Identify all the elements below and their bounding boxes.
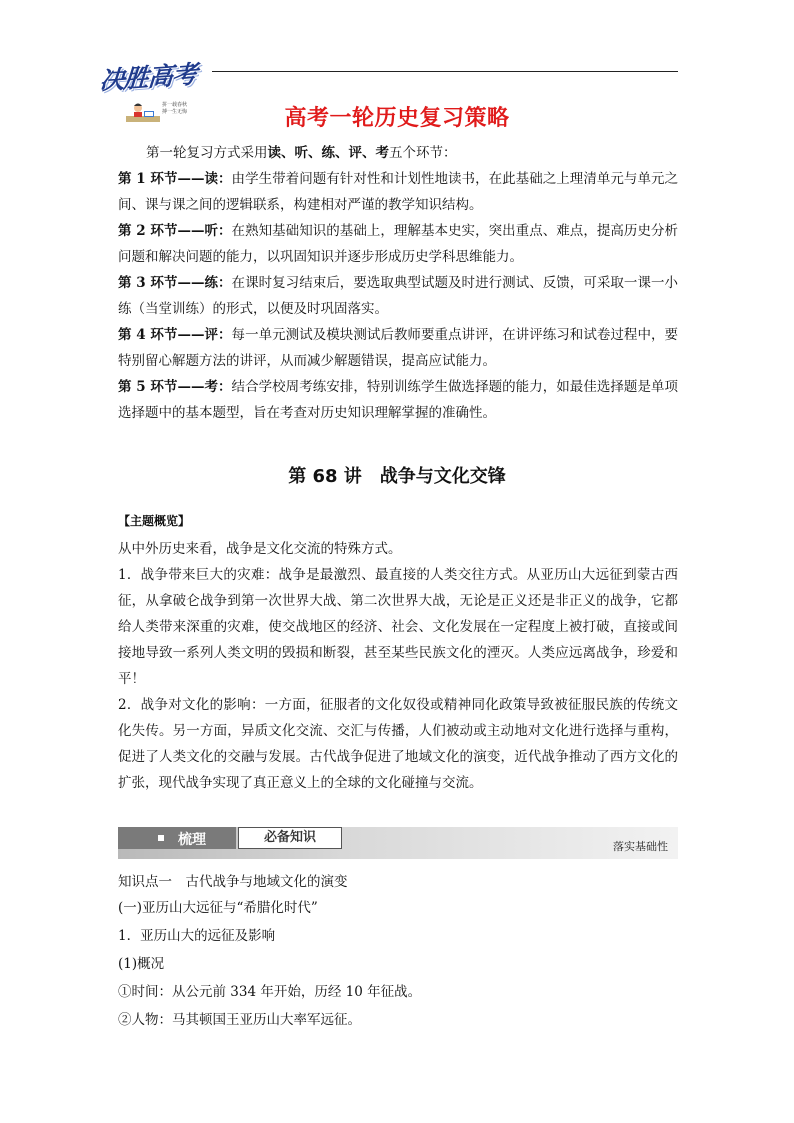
intro-highlight: 读、听、练、评、考 (267, 145, 389, 161)
step-label: 第 5 环节——考： (118, 379, 232, 395)
lecture-number: 第 68 讲 (288, 466, 362, 487)
knowledge-subitem: (1)概况 (118, 956, 165, 972)
lecture-name: 战争与文化交锋 (379, 466, 506, 487)
step-text: 结合学校周考练安排，特别训练学生做选择题的能力，如最佳选择题是单项选择题中的基本题型，旨在考查对历史知识理解掌握的准确性。 (118, 379, 679, 421)
step-label: 第 3 环节——练： (118, 275, 232, 291)
page-title: 高考一轮历史复习策略 (284, 106, 510, 131)
intro-text: 第一轮复习方式采用 (146, 145, 268, 161)
knowledge-item: 1．亚历山大的远征及影响 (118, 928, 276, 944)
intro-text: 五个环节： (389, 145, 457, 161)
step-label: 第 1 环节——读： (118, 171, 232, 187)
step-text: 在课时复习结束后，要选取典型试题及时进行测试、反馈，可采取一课一小练（当堂训练）的形式，以便及时巩固落实。 (118, 275, 679, 317)
square-bullet-icon (158, 835, 164, 841)
overview-lead: 从中外历史来看，战争是文化交流的特殊方式。 (118, 541, 402, 557)
banner-left-label: 梳理 (178, 832, 206, 848)
step-text: 在熟知基础知识的基础上，理解基本史实，突出重点、难点，提高历史分析问题和解决问题的能力，以巩固知识并逐步形成历史学科思维能力。 (118, 223, 679, 265)
knowledge-point-title: 知识点一 古代战争与地域文化的演变 (118, 874, 348, 890)
section-banner (118, 827, 678, 859)
intro-line (146, 140, 686, 166)
overview-tag: 【主题概览】 (118, 514, 191, 528)
knowledge-time: ①时间：从公元前 334 年开始，历经 10 年征战。 (118, 984, 422, 1000)
logo-text: 决胜高考 (98, 59, 198, 96)
step-label: 第 2 环节——听： (118, 223, 232, 239)
overview-point: 2．战争对文化的影响：一方面，征服者的文化奴役或精神同化政策导致被征服民族的传统文化失传。另一方面，异质文化交流、交汇与传播，人们被动或主动地对文化进行选择与重构，促进了人类文化的交融与发展。古代战争促进了地域文化的演变，近代战争推动了西方文化的扩张，现代战争实现了真正意义上的全球的文化碰撞与交流。 (118, 697, 678, 791)
lecture-title (0, 462, 794, 488)
step-paragraph (118, 270, 678, 322)
knowledge-subtitle: (一)亚历山大远征与“希腊化时代” (118, 900, 318, 916)
header-rule (212, 71, 678, 72)
overview-point: 1．战争带来巨大的灾难：战争是最激烈、最直接的人类交往方式。从亚历山大远征到蒙古西征，从拿破仑战争到第一次世界大战、第二次世界大战，无论是正义还是非正义的战争，它都给人类带来深重的灾难，使交战地区的经济、社会、文化发展在一定程度上被打破，直接或间接地导致一系列人类文明的毁损和断裂，甚至某些民族文化的湮灭。人类应远离战争，珍爱和平！ (118, 567, 678, 687)
logo-slogan-line: 拼一载春秋 (162, 102, 188, 108)
step-paragraph (118, 218, 678, 270)
step-text: 每一单元测试及模块测试后教师要重点讲评，在讲评练习和试卷过程中，要特别留心解题方法的讲评，从而减少解题错误，提高应试能力。 (118, 327, 679, 369)
step-paragraph (118, 322, 678, 374)
banner-right-label: 落实基础性 (613, 840, 668, 853)
banner-box-label: 必备知识 (238, 827, 342, 849)
knowledge-person: ②人物：马其顿国王亚历山大率军远征。 (118, 1012, 361, 1028)
step-label: 第 4 环节——评： (118, 327, 232, 343)
banner-left (118, 827, 236, 849)
step-text: 由学生带着问题有针对性和计划性地读书，在此基础之上理清单元与单元之间、课与课之间的逻辑联系，构建相对严谨的教学知识结构。 (118, 171, 679, 213)
step-paragraph (118, 374, 678, 426)
logo-slogan-line: 搏一生无悔 (162, 109, 188, 115)
step-paragraph (118, 166, 678, 218)
